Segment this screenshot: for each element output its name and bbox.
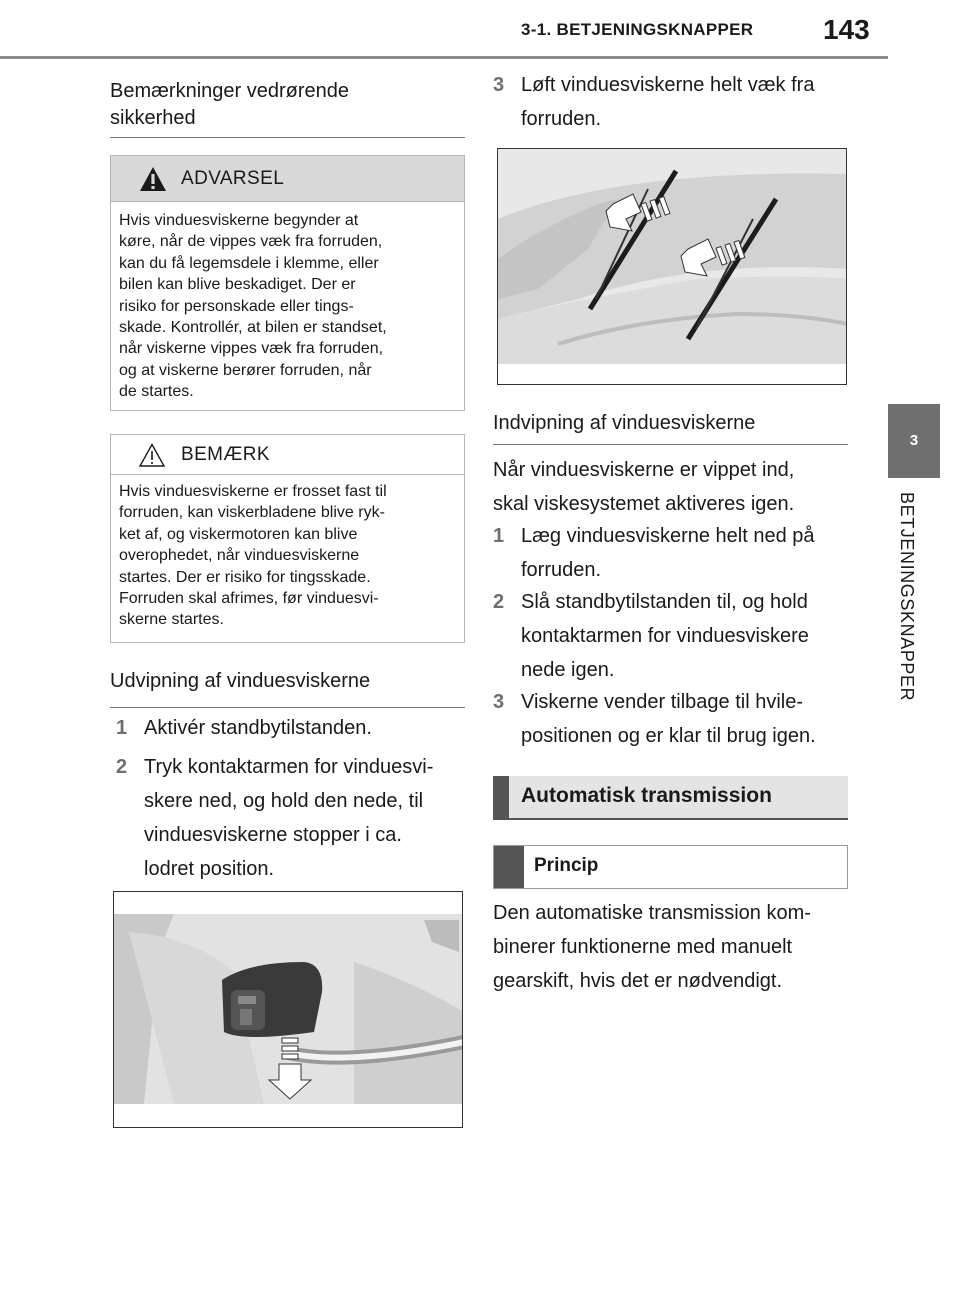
- step-number: 3: [493, 691, 505, 713]
- step-number: 2: [116, 756, 128, 778]
- notice-triangle-icon: [139, 443, 165, 467]
- safety-heading: Bemærkninger vedrørende sikkerhed: [110, 78, 465, 138]
- section-marker: [494, 846, 524, 888]
- warning-header: [111, 156, 464, 202]
- principle-heading-box: [493, 845, 848, 889]
- warning-triangle-icon: [139, 166, 167, 192]
- warning-text: Hvis vinduesviskerne begynder at køre, når de vippes væk fra forruden, kan du få legemsdele i klemme, eller bilen kan blive beskadiget. Der er risiko for personskade eller tings- skade. Kontrollér, at bilen er standset, når viskerne vippes væk fra forruden, og at viskerne berører forruden, når de startes.: [119, 212, 387, 401]
- windshield-wipers-illustration: [497, 148, 847, 385]
- chapter-tab-number: 3: [909, 432, 919, 449]
- chapter-title: 3-1. BETJENINGSKNAPPER: [521, 20, 754, 39]
- step-number: 3: [493, 74, 505, 96]
- notice-header: [111, 435, 464, 475]
- header-rule: [0, 56, 888, 59]
- wiper-lever-illustration: [113, 891, 463, 1128]
- step-text: Løft vinduesviskerne helt væk fra forruden.: [521, 74, 815, 130]
- notice-box: [110, 434, 465, 643]
- step-number: 2: [493, 591, 505, 613]
- fold-out-heading: Udvipning af vinduesviskerne: [110, 668, 465, 708]
- step-text: Tryk kontaktarmen for vinduesvi- skere ned, og hold den nede, til vinduesviskerne stopper i ca. lodret position.: [144, 756, 434, 880]
- step-text: Aktivér standbytilstanden.: [144, 717, 372, 739]
- auto-transmission-heading-bar: [493, 776, 848, 820]
- fold-in-heading: Indvipning af vinduesviskerne: [493, 410, 848, 445]
- auto-transmission-heading: Automatisk transmission: [521, 784, 772, 807]
- warning-label: ADVARSEL: [181, 168, 285, 189]
- principle-text: Den automatiske transmission kom- binerer funktionerne med manuelt gearskift, hvis det er nødvendigt.: [493, 902, 811, 992]
- step-text: Viskerne vender tilbage til hvile- positionen og er klar til brug igen.: [521, 691, 816, 747]
- step-text: Læg vinduesviskerne helt ned på forruden.: [521, 525, 815, 581]
- fold-in-intro: Når vinduesviskerne er vippet ind, skal viskesystemet aktiveres igen.: [493, 459, 795, 515]
- notice-text: Hvis vinduesviskerne er frosset fast til forruden, kan viskerbladene blive ryk- ket af, og viskermotoren kan blive overophedet, når vinduesviskerne startes. Der er risiko for tingsskade. Forruden skal afrimes, før vinduesvi- skerne startes.: [119, 483, 387, 629]
- step-text: Slå standbytilstanden til, og hold kontaktarmen for vinduesviskere nede igen.: [521, 591, 809, 681]
- principle-heading: Princip: [534, 855, 599, 876]
- chapter-tab: [888, 404, 940, 478]
- notice-label: BEMÆRK: [181, 444, 270, 465]
- step-number: 1: [116, 717, 128, 739]
- section-marker: [493, 776, 509, 818]
- chapter-tab-label: BETJENINGSKNAPPER: [897, 492, 917, 702]
- page-number: 143: [823, 14, 870, 45]
- warning-box: [110, 155, 465, 411]
- step-number: 1: [493, 525, 505, 547]
